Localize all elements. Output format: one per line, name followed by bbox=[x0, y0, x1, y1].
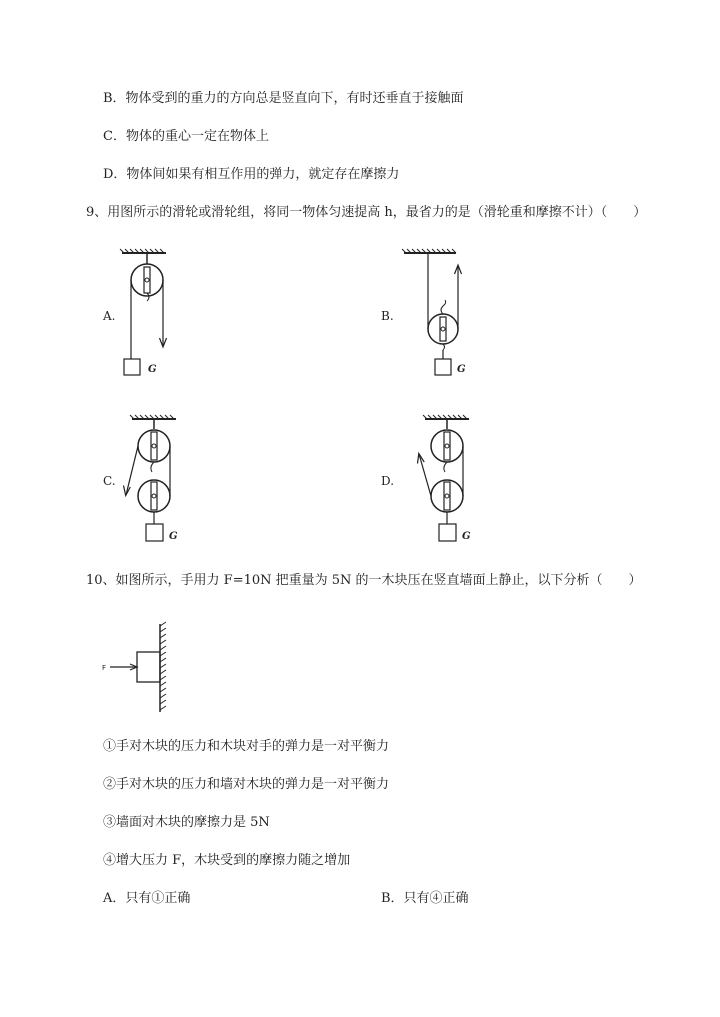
q10-wall-block-diagram bbox=[98, 622, 188, 714]
option-c-previous: C．物体的重心一定在物体上 bbox=[103, 129, 269, 144]
q10-statement-1: ①手对木块的压力和木块对手的弹力是一对平衡力 bbox=[103, 739, 390, 754]
q10-statement-2: ②手对木块的压力和墙对木块的弹力是一对平衡力 bbox=[103, 777, 390, 792]
q9-pulley-diagram-a bbox=[120, 248, 180, 383]
question-9-stem: 9、用图所示的滑轮或滑轮组，将同一物体匀速提高 h，最省力的是（滑轮重和摩擦不计）（ ） bbox=[86, 205, 647, 220]
q9-option-a-weight-label: G bbox=[148, 364, 157, 375]
q9-option-a-label: A. bbox=[103, 309, 116, 323]
q10-force-label: F bbox=[102, 664, 107, 672]
q9-pulley-diagram-c bbox=[118, 413, 190, 553]
option-b-previous: B．物体受到的重力的方向总是竖直向下，有时还垂直于接触面 bbox=[103, 91, 464, 106]
q9-option-b-label: B. bbox=[381, 309, 394, 323]
q9-option-c-label: C. bbox=[103, 474, 116, 488]
q9-pulley-diagram-d bbox=[405, 413, 477, 553]
option-d-previous: D．物体间如果有相互作用的弹力，就定存在摩擦力 bbox=[103, 167, 400, 182]
question-10-stem: 10、如图所示，手用力 F=10N 把重量为 5N 的一木块压在竖直墙面上静止，以下分析（ ） bbox=[86, 573, 642, 588]
q9-option-d-label: D. bbox=[381, 474, 395, 488]
q10-option-b: B．只有④正确 bbox=[381, 891, 469, 906]
q9-option-b-weight-label: G bbox=[457, 364, 466, 375]
q10-option-a: A．只有①正确 bbox=[103, 891, 191, 906]
q9-pulley-diagram-b bbox=[402, 248, 472, 383]
q9-option-c-weight-label: G bbox=[169, 531, 178, 542]
q10-statement-4: ④增大压力 F，木块受到的摩擦力随之增加 bbox=[103, 853, 351, 868]
q10-statement-3: ③墙面对木块的摩擦力是 5N bbox=[103, 815, 270, 830]
q9-option-d-weight-label: G bbox=[462, 531, 471, 542]
